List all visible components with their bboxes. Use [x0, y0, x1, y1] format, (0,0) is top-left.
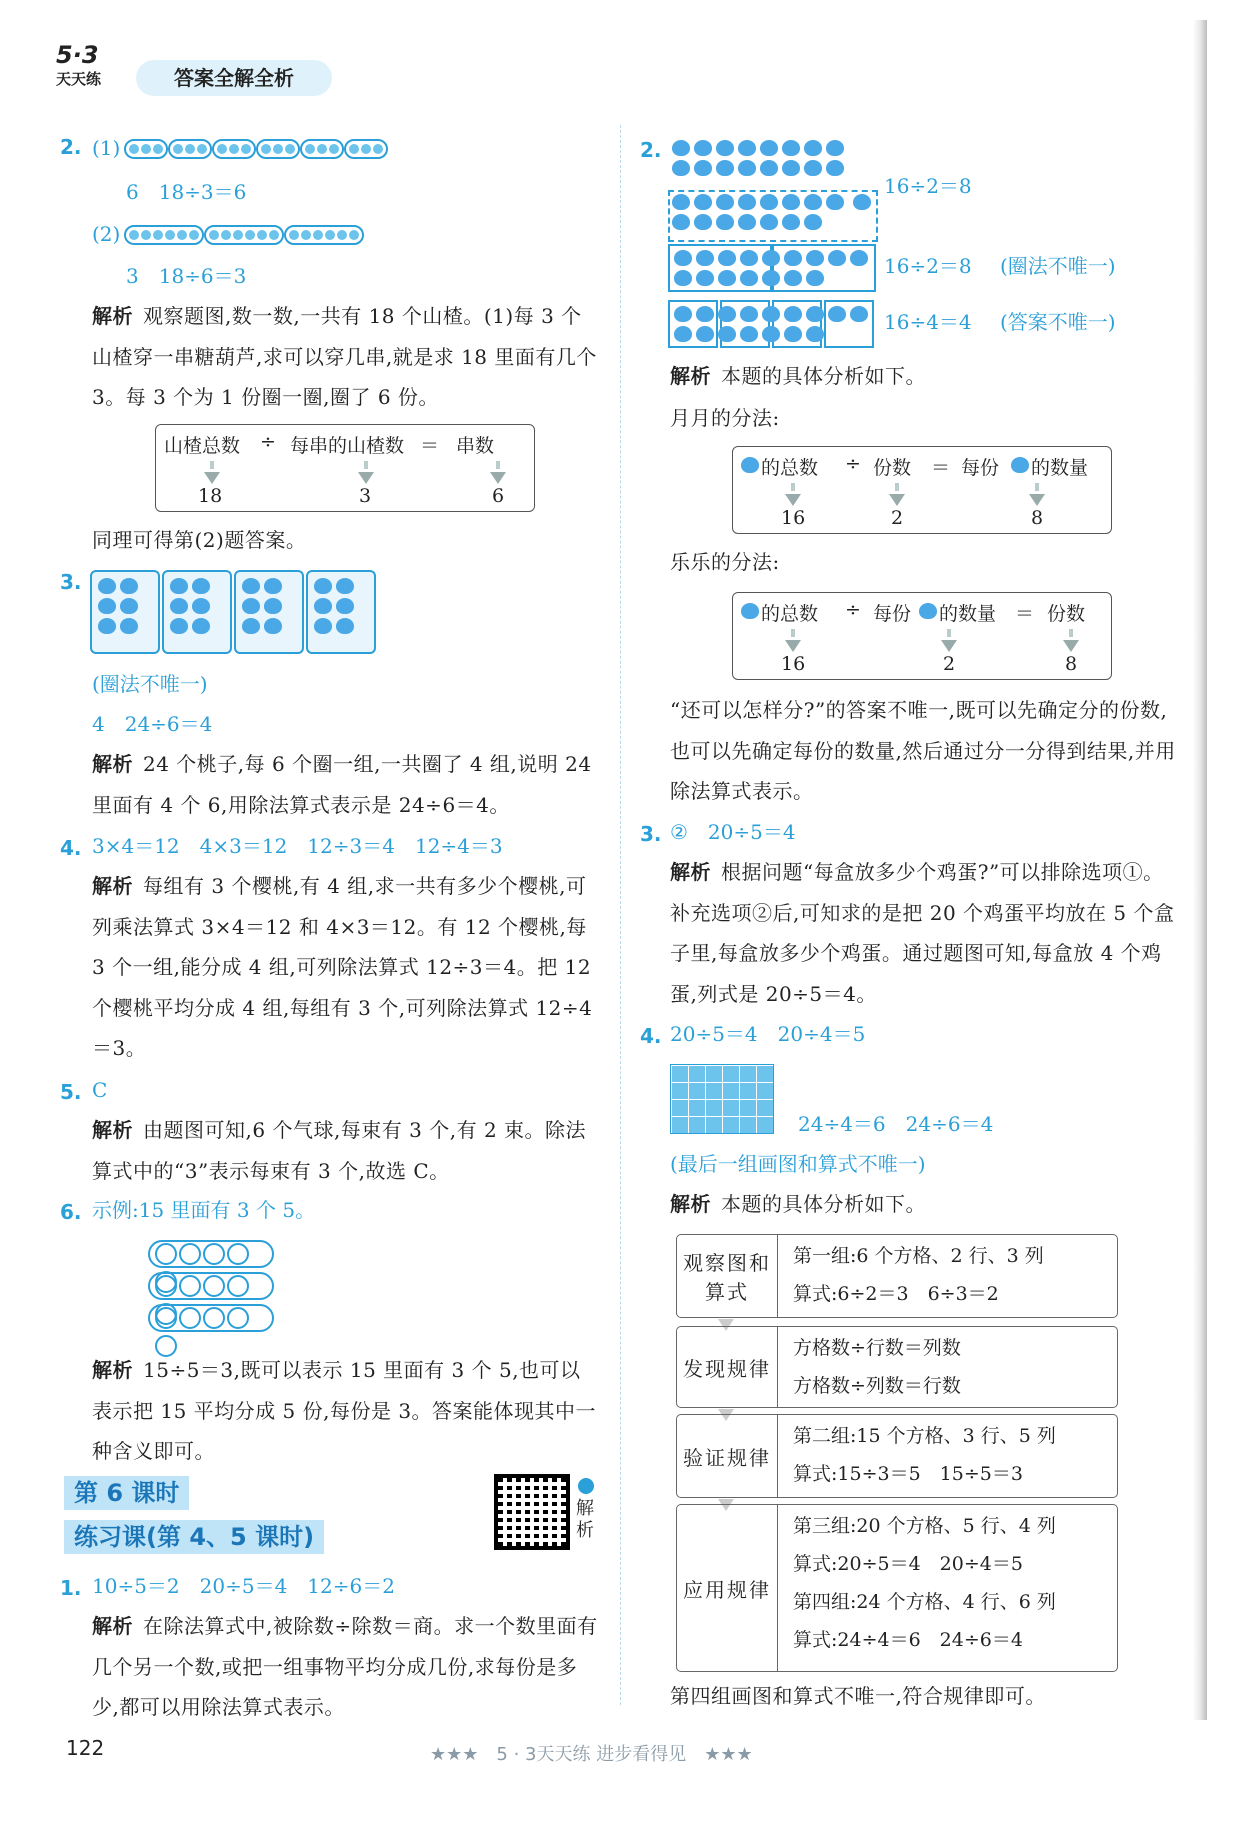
yue-label: 月月的分法: [670, 406, 780, 430]
yue-head-3: ＝ [931, 457, 951, 479]
q3-left-analysis-text: 24 个桃子,每 6 个圈一组,一共圈了 4 组,说明 24 里面有 4 个 6,用除法算式表示是 24÷6＝4。 [92, 752, 592, 817]
box-head-4: 串数 [456, 435, 495, 457]
qr-code[interactable] [494, 1474, 570, 1550]
rule-line: 算式:24÷4＝6 24÷6＝4 [793, 1629, 1023, 1651]
q2-right-analysis [670, 356, 1180, 397]
le-val-2: 8 [1065, 653, 1078, 675]
rule-line: 方格数÷行数＝列数 [793, 1337, 961, 1359]
q5-left-answer: C [92, 1078, 108, 1102]
q2-right-number: 2. [640, 138, 662, 162]
q3-left-answer: 4 24÷6＝4 [92, 712, 213, 736]
rule-line: 第二组:15 个方格、3 行、5 列 [793, 1425, 1056, 1447]
q4-left-number: 4. [60, 836, 82, 860]
q4-left-analysis-text: 每组有 3 个樱桃,有 4 组,求一共有多少个樱桃,可列乘法算式 3×4＝12 和 4×3＝12。有 12 个樱桃,每 3 个一组,能分成 4 组,可列除法算式 12÷3＝4。把 12 个樱桃平均分成 4 组,每组有 3 个,可列除法算式 12÷4＝3。 [92, 874, 593, 1060]
logo-top: 5·3 [56, 41, 99, 69]
q2-right-note3: (答案不唯一) [1000, 310, 1116, 334]
rule-row-apply [676, 1504, 1118, 1672]
q3-left-note: (圈法不唯一) [92, 672, 208, 696]
rule-line: 第四组:24 个方格、4 行、6 列 [793, 1591, 1056, 1613]
down-arrow-icon [204, 461, 220, 488]
footer-slogan: ★★★ 5 · 3天天练 进步看得见 ★★★ [430, 1744, 753, 1765]
q6-left-answer: 示例:15 里面有 3 个 5。 [92, 1198, 316, 1222]
q2-right-eq1: 16÷2＝8 [884, 174, 972, 198]
rule-row-verify [676, 1414, 1118, 1498]
q1-b-answer: 10÷5＝2 20÷5＝4 12÷6＝2 [92, 1574, 395, 1598]
balloon-figure [148, 1240, 274, 1332]
q2-left-p1-answer: 6 18÷3＝6 [126, 180, 247, 204]
q4-right-analysis-text: 本题的具体分析如下。 [721, 1192, 926, 1216]
analysis-label: 解析 [92, 874, 133, 898]
lesson-subtitle-tag: 练习课(第 4、5 课时) [64, 1520, 324, 1554]
q2-left-p2-answer: 3 18÷6＝3 [126, 264, 247, 288]
q2-left-after: 同理可得第(2)题答案。 [92, 528, 307, 552]
rule-line: 方格数÷列数＝行数 [793, 1375, 961, 1397]
box-val-1: 3 [359, 485, 372, 507]
header-title: 答案全解全析 [136, 60, 332, 96]
q2-left-analysis [92, 296, 600, 418]
down-arrow-icon [785, 483, 801, 510]
rule-line: 算式:20÷5＝4 20÷4＝5 [793, 1553, 1023, 1575]
box-head-0: 山楂总数 [164, 435, 241, 457]
down-arrow-icon [941, 629, 957, 656]
square-grid [670, 1064, 774, 1134]
rule-line: 算式:6÷2＝3 6÷3＝2 [793, 1283, 999, 1305]
q4-right-analysis [670, 1184, 1180, 1225]
analysis-label: 解析 [670, 860, 711, 884]
q2-left-p1-figure [124, 138, 388, 159]
down-arrow-icon [358, 461, 374, 488]
q2-right-after: “还可以怎样分?”的答案不唯一,既可以先确定分的份数,也可以先确定每份的数量,然后通过分一分得到结果,并用除法算式表示。 [670, 698, 1176, 803]
analysis-label: 解析 [670, 364, 711, 388]
rule-row-observe [676, 1234, 1118, 1318]
q3-right-answer: ② 20÷5＝4 [670, 820, 796, 844]
candy-icon [741, 603, 759, 619]
qr-label: 解析 [576, 1498, 594, 1541]
rule-line: 第三组:20 个方格、5 行、4 列 [793, 1515, 1056, 1537]
q2-right-figure-row1 [670, 138, 870, 178]
analysis-label: 解析 [670, 1192, 711, 1216]
q3-left-analysis [92, 744, 600, 825]
rule-line: 算式:15÷3＝5 15÷5＝3 [793, 1463, 1023, 1485]
logo-bottom: 天天练 [56, 70, 102, 88]
le-head-5: 份数 [1047, 603, 1086, 625]
q4-right-number: 4. [640, 1024, 662, 1048]
analysis-label: 解析 [92, 304, 133, 328]
yue-head-4: 每份 [961, 457, 1000, 479]
q2-right-eq3: 16÷4＝4 [884, 310, 972, 334]
q3-right-analysis [670, 852, 1180, 1014]
le-val-1: 2 [943, 653, 956, 675]
box-head-3: ＝ [420, 435, 440, 457]
le-head-4: ＝ [1015, 603, 1035, 625]
rule-title: 观察图和算式 [677, 1235, 778, 1317]
box-val-2: 6 [492, 485, 505, 507]
q2-left-p2-label: (2) [92, 222, 121, 246]
q4-right-after: 第四组画图和算式不唯一,符合规律即可。 [670, 1684, 1046, 1708]
logo [56, 42, 126, 102]
candy-icon [919, 603, 937, 619]
q2-right-figure-row2 [668, 190, 878, 242]
q5-left-analysis-text: 由题图可知,6 个气球,每束有 3 个,有 2 束。除法算式中的“3”表示每束有 3 个,故选 C。 [92, 1118, 587, 1183]
analysis-label: 解析 [92, 1118, 133, 1142]
yue-head-0: 的总数 [761, 457, 819, 479]
q3-left-number: 3. [60, 570, 82, 594]
page-number: 122 [66, 1736, 105, 1760]
q4-right-note: (最后一组画图和算式不唯一) [670, 1152, 926, 1176]
q5-left-analysis [92, 1110, 600, 1191]
le-val-0: 16 [781, 653, 806, 675]
rule-title: 验证规律 [677, 1415, 778, 1497]
q2-left-number: 2. [60, 135, 82, 159]
down-arrow-icon [490, 461, 506, 488]
column-divider [620, 125, 621, 1705]
q2-right-analysis-text: 本题的具体分析如下。 [721, 364, 926, 388]
q4-right-answer: 20÷5＝4 20÷4＝5 [670, 1022, 866, 1046]
le-head-1: ÷ [845, 599, 861, 621]
analysis-label: 解析 [92, 752, 133, 776]
play-icon [578, 1478, 594, 1494]
q2-left-p1-label: (1) [92, 136, 121, 160]
peach-figure [90, 570, 376, 654]
q3-right-number: 3. [640, 822, 662, 846]
le-head-2: 每份 [873, 603, 912, 625]
page-edge [1193, 20, 1207, 1720]
q2-left-relation-box [155, 424, 535, 512]
candy-icon [741, 457, 759, 473]
rule-title: 应用规律 [677, 1505, 778, 1671]
analysis-label: 解析 [92, 1358, 133, 1382]
le-head-3: 的数量 [939, 603, 997, 625]
q2-right-figure-row3 [668, 244, 874, 292]
q3-right-analysis-text: 根据问题“每盒放多少个鸡蛋?”可以排除选项①。补充选项②后,可知求的是把 20 个鸡蛋平均放在 5 个盒子里,每盒放多少个鸡蛋。通过题图可知,每盒放 4 个鸡蛋,列式是 20÷5＝4。 [670, 860, 1175, 1006]
yue-val-0: 16 [781, 507, 806, 529]
yue-head-2: 份数 [873, 457, 912, 479]
le-head-0: 的总数 [761, 603, 819, 625]
q6-left-analysis-text: 15÷5＝3,既可以表示 15 里面有 3 个 5,也可以表示把 15 平均分成 5 份,每份是 3。答案能体现其中一种含义即可。 [92, 1358, 597, 1463]
q4-left-answer: 3×4＝12 4×3＝12 12÷3＝4 12÷4＝3 [92, 834, 503, 858]
q2-right-note2: (圈法不唯一) [1000, 254, 1116, 278]
q4-left-analysis [92, 866, 600, 1069]
q1-b-analysis [92, 1606, 600, 1728]
lesson-tag: 第 6 课时 [64, 1476, 189, 1510]
q1-b-number: 1. [60, 1576, 82, 1600]
candy-icon [1011, 457, 1029, 473]
q6-left-analysis [92, 1350, 600, 1472]
q1-b-analysis-text: 在除法算式中,被除数÷除数＝商。求一个数里面有几个另一个数,或把一组事物平均分成几份,求每份是多少,都可以用除法算式表示。 [92, 1614, 598, 1719]
yue-relation-box [732, 446, 1112, 534]
q4-right-grid-eq: 24÷4＝6 24÷6＝4 [798, 1112, 994, 1136]
q2-right-eq2: 16÷2＝8 [884, 254, 972, 278]
rule-row-discover [676, 1326, 1118, 1408]
le-label: 乐乐的分法: [670, 550, 780, 574]
q2-left-analysis-text: 观察题图,数一数,一共有 18 个山楂。(1)每 3 个山楂穿一串糖葫芦,求可以穿几串,就是求 18 里面有几个 3。每 3 个为 1 份圈一圈,圈了 6 份。 [92, 304, 597, 409]
down-arrow-icon [1063, 629, 1079, 656]
q2-left-p2-figure [124, 224, 364, 245]
yue-val-2: 8 [1031, 507, 1044, 529]
analysis-label: 解析 [92, 1614, 133, 1638]
box-head-2: 每串的山楂数 [290, 435, 405, 457]
q2-right-figure-row4 [668, 300, 874, 348]
q5-left-number: 5. [60, 1080, 82, 1104]
rule-title: 发现规律 [677, 1327, 778, 1407]
down-arrow-icon [1029, 483, 1045, 510]
down-arrow-icon [889, 483, 905, 510]
box-head-1: ÷ [260, 431, 276, 453]
yue-head-1: ÷ [845, 453, 861, 475]
le-relation-box [732, 592, 1112, 680]
down-arrow-icon [785, 629, 801, 656]
box-val-0: 18 [198, 485, 223, 507]
rule-line: 第一组:6 个方格、2 行、3 列 [793, 1245, 1044, 1267]
yue-head-5: 的数量 [1031, 457, 1089, 479]
yue-val-1: 2 [891, 507, 904, 529]
q6-left-number: 6. [60, 1200, 82, 1224]
